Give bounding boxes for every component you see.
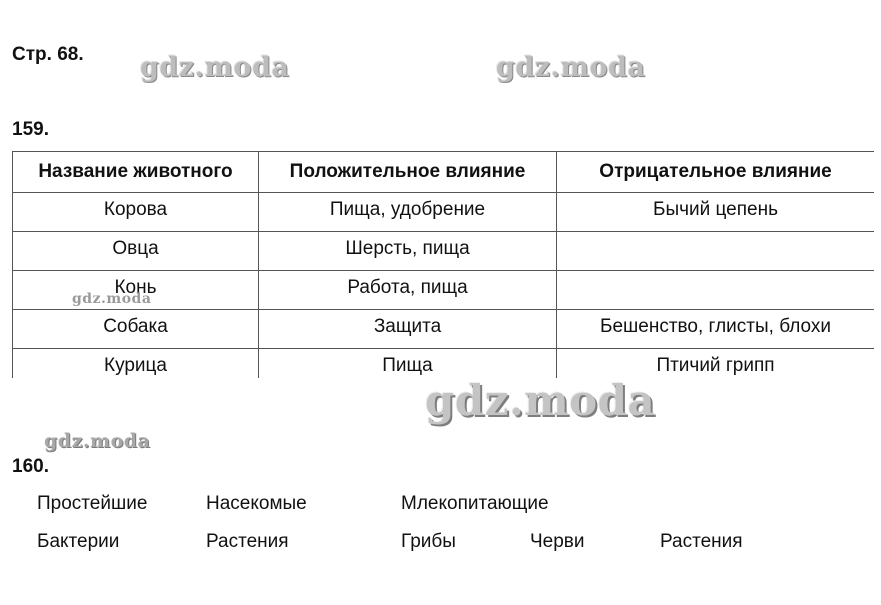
table-row: [13, 349, 875, 379]
negative-cell: Птичий грипп: [557, 349, 875, 379]
watermark-logo: gdz.moda: [140, 52, 290, 83]
animal-cell: Овца: [13, 232, 259, 271]
watermark-logo: gdz.moda: [496, 52, 646, 83]
organism-group-label: Черви: [530, 531, 585, 552]
watermark-logo: gdz.moda: [425, 376, 656, 425]
column-header-animal: Название животного: [13, 152, 259, 193]
animal-cell: Собака: [13, 310, 259, 349]
organism-group-label: Грибы: [401, 531, 456, 552]
column-header-negative: Отрицательное влияние: [557, 152, 875, 193]
organism-group-label: Млекопитающие: [401, 493, 549, 514]
negative-cell: Бычий цепень: [557, 193, 875, 232]
task-number-159: 159.: [12, 119, 49, 140]
column-header-positive: Положительное влияние: [259, 152, 557, 193]
organism-group-label: Бактерии: [37, 531, 120, 552]
positive-cell: Пища: [259, 349, 557, 379]
table-header-row: [13, 152, 875, 193]
table-row: [13, 193, 875, 232]
task-number-160: 160.: [12, 456, 49, 477]
organism-group-label: Растения: [660, 531, 743, 552]
watermark-logo: gdz.moda: [44, 430, 151, 452]
animal-influence-table: [12, 151, 874, 378]
organism-group-label: Насекомые: [206, 493, 307, 514]
animal-cell: Корова: [13, 193, 259, 232]
positive-cell: Защита: [259, 310, 557, 349]
positive-cell: Работа, пища: [259, 271, 557, 310]
table-row: [13, 271, 875, 310]
table-row: [13, 232, 875, 271]
watermark-logo: gdz.moda: [72, 291, 152, 307]
table-row: [13, 310, 875, 349]
negative-cell: Бешенство, глисты, блохи: [557, 310, 875, 349]
positive-cell: Шерсть, пища: [259, 232, 557, 271]
negative-cell: [557, 232, 875, 271]
page-reference: Стр. 68.: [12, 44, 84, 65]
positive-cell: Пища, удобрение: [259, 193, 557, 232]
negative-cell: [557, 271, 875, 310]
animal-influence-table-container: [12, 151, 874, 378]
organism-group-label: Растения: [206, 531, 289, 552]
organism-group-label: Простейшие: [37, 493, 148, 514]
animal-cell: Конь: [13, 271, 259, 310]
animal-cell: Курица: [13, 349, 259, 379]
